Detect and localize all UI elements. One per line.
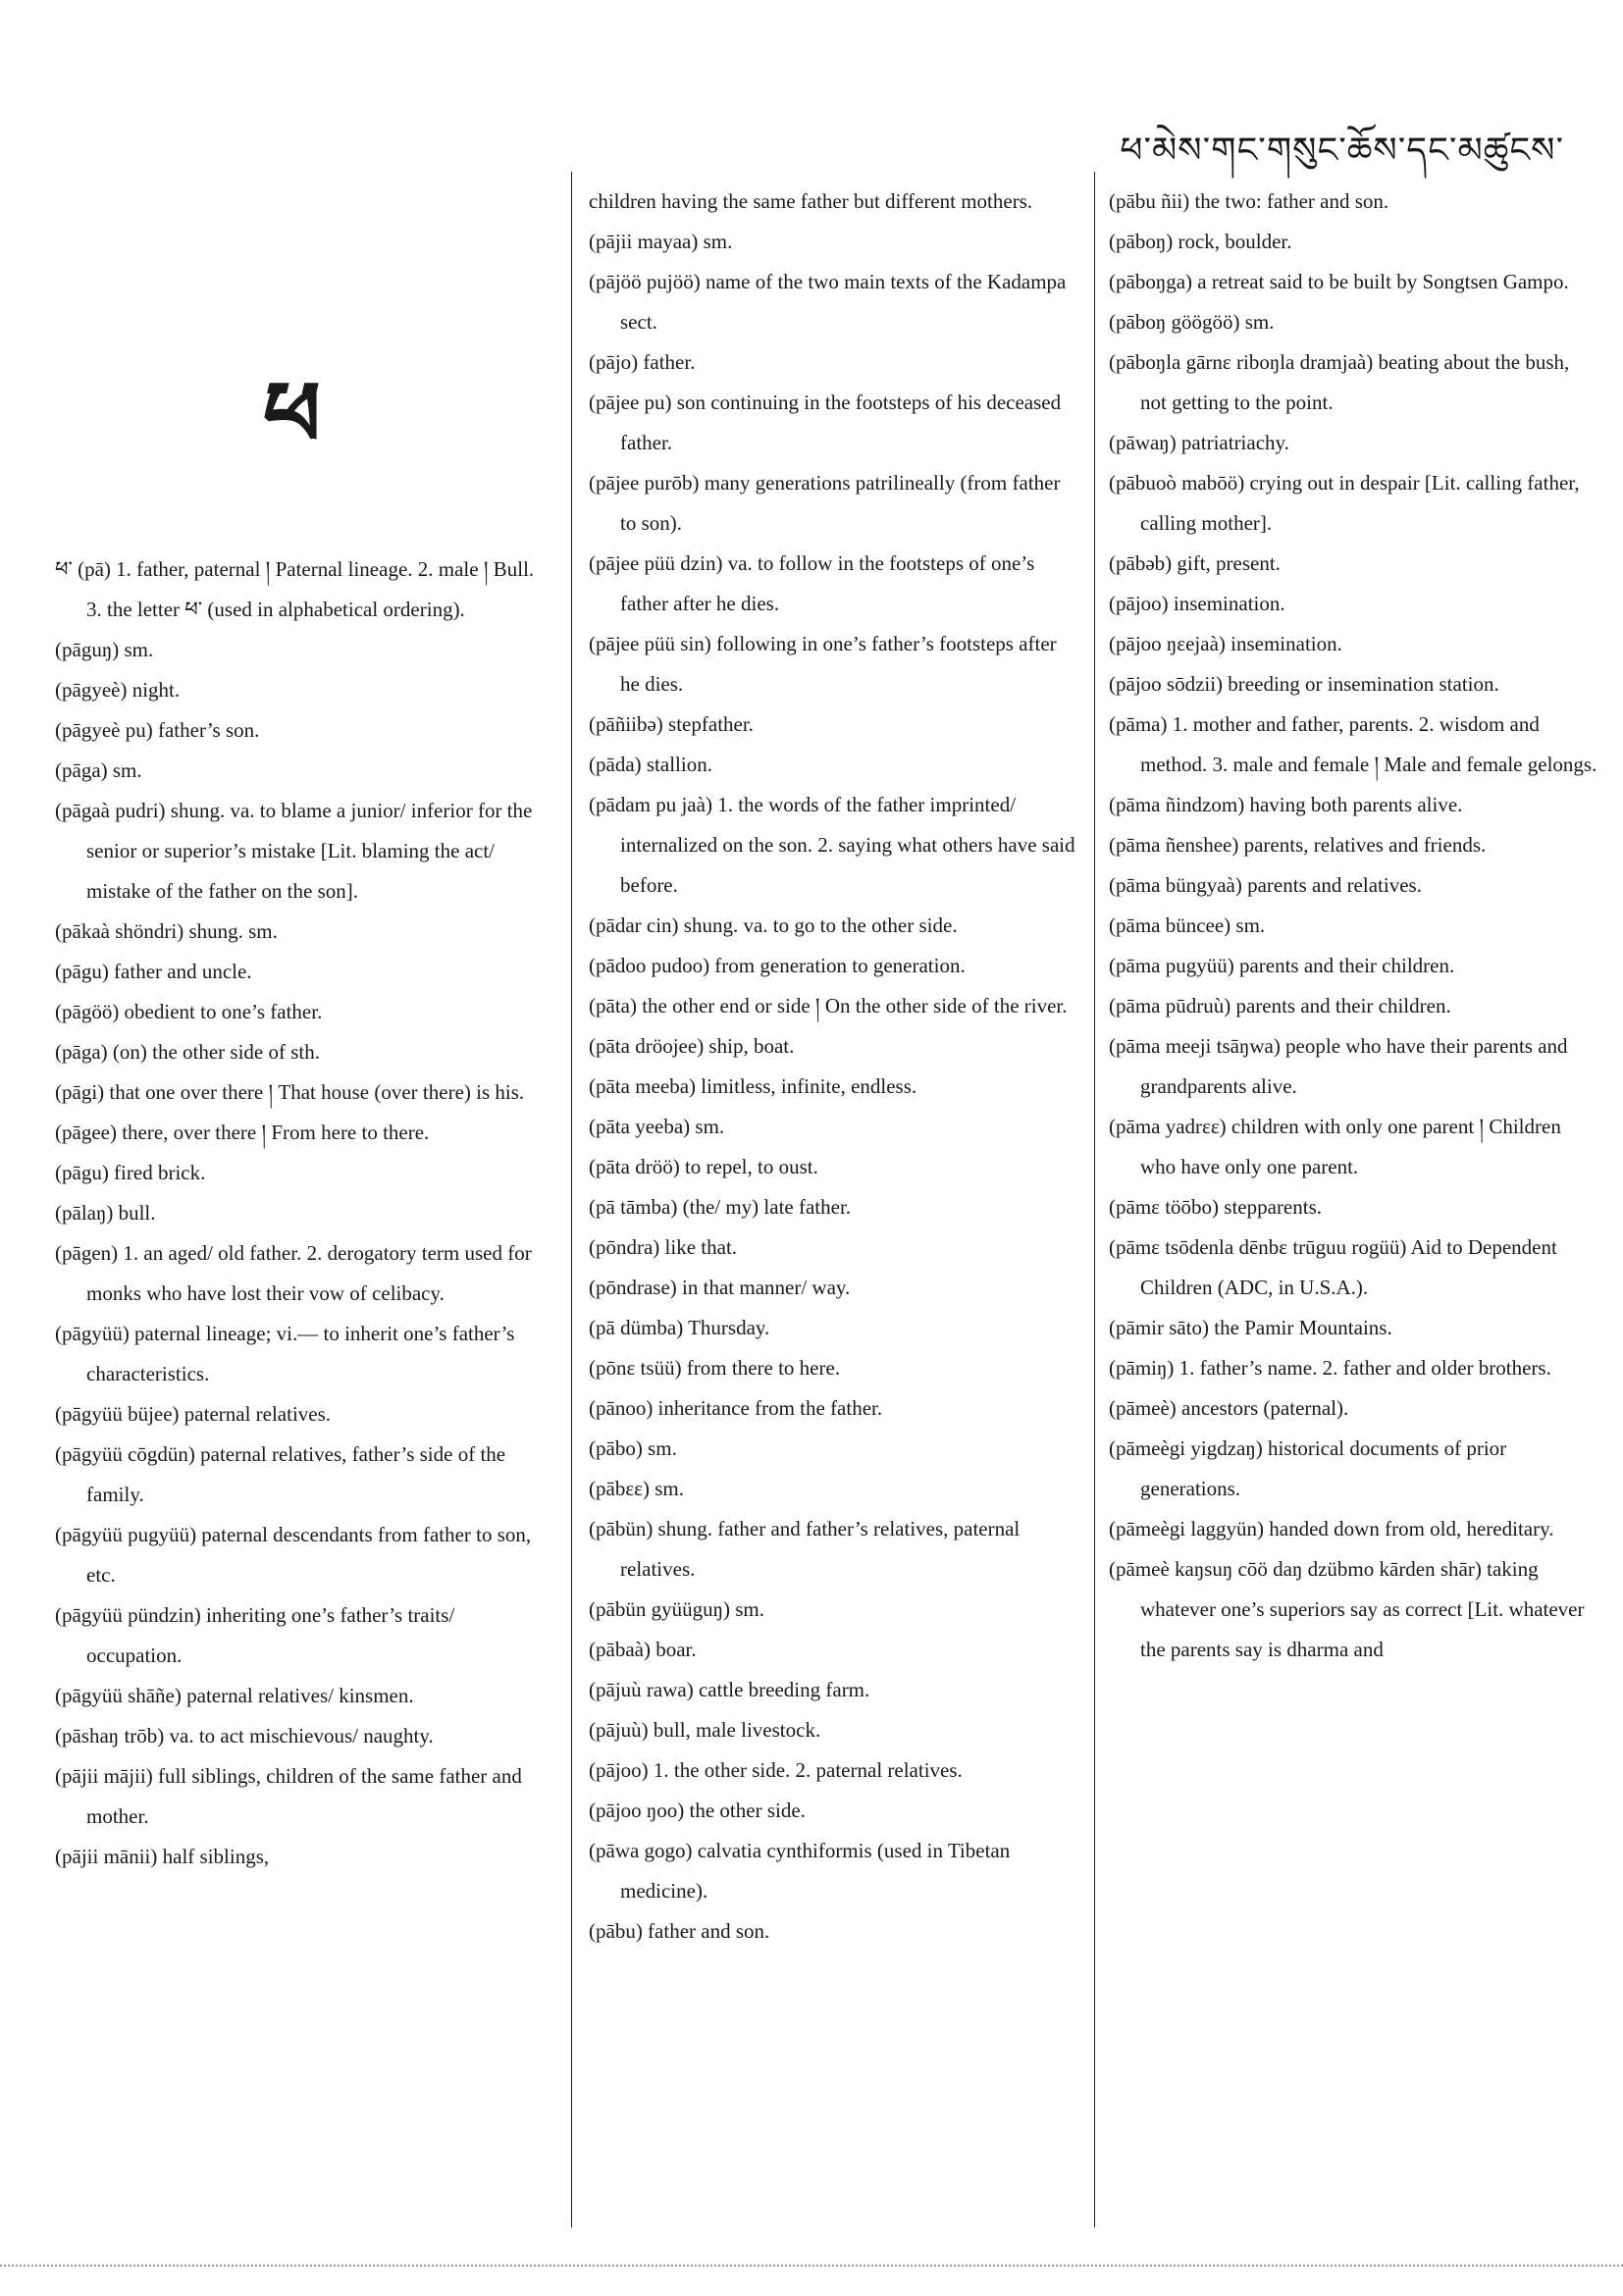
section-letter: ཕ xyxy=(263,365,321,465)
dictionary-entry: (pāta dröö) to repel, to oust. xyxy=(589,1155,818,1178)
dictionary-entry: (pāboŋ göögöö) sm. xyxy=(1109,310,1275,334)
column-3 xyxy=(1109,182,1599,1670)
dictionary-entry: ཕ་ (pā) 1. father, paternal ། Paternal lineage. 2. male ། Bull. 3. the letter ཕ་ (used in alphabetical ordering). xyxy=(55,557,535,621)
dictionary-entry: (pājuù) bull, male livestock. xyxy=(589,1718,821,1742)
dictionary-entry: (pājoo) 1. the other side. 2. paternal relatives. xyxy=(589,1758,963,1782)
dictionary-entry: (pōndra) like that. xyxy=(589,1235,738,1259)
dictionary-entry: (pāma ñenshee) parents, relatives and friends. xyxy=(1109,833,1487,857)
column-2 xyxy=(589,182,1079,1952)
dictionary-entry: (pājii mānii) half siblings, xyxy=(55,1845,270,1868)
dictionary-entry: (pāgyüü shāñe) paternal relatives/ kinsmen. xyxy=(55,1684,414,1707)
dictionary-entry: (pājuù rawa) cattle breeding farm. xyxy=(589,1678,870,1701)
dictionary-entry: (pāma ñindzom) having both parents alive. xyxy=(1109,793,1463,816)
dictionary-entry: (pāgyüü pugyüü) paternal descendants from father to son, etc. xyxy=(55,1523,532,1587)
dictionary-entry: (pāmeègi laggyün) handed down from old, hereditary. xyxy=(1109,1517,1554,1540)
dictionary-entry: (pājee purōb) many generations patrilineally (from father to son). xyxy=(589,471,1061,535)
dictionary-entry: (pāga) sm. xyxy=(55,758,142,782)
dictionary-entry: (pāgyüü büjee) paternal relatives. xyxy=(55,1402,332,1426)
dictionary-entry: (pāma yadrεε) children with only one parent ། Children who have only one parent. xyxy=(1109,1115,1561,1178)
dictionary-entry: (pāmε tsōdenla dēnbε trūguu rogüü) Aid to Dependent Children (ADC, in U.S.A.). xyxy=(1109,1235,1557,1299)
dictionary-entry: (pābεε) sm. xyxy=(589,1477,684,1500)
column-divider xyxy=(571,172,572,2227)
dictionary-entry: (pāga) (on) the other side of sth. xyxy=(55,1040,320,1064)
dictionary-entry: (pādam pu jaà) 1. the words of the father imprinted/ internalized on the son. 2. saying what others have said before. xyxy=(589,793,1075,897)
dictionary-entry: (pājoo ŋεejaà) insemination. xyxy=(1109,632,1342,655)
dictionary-entry: (pāmir sāto) the Pamir Mountains. xyxy=(1109,1316,1392,1339)
dictionary-entry: (pāguŋ) sm. xyxy=(55,638,154,661)
dictionary-entry: (pājoo) insemination. xyxy=(1109,592,1285,615)
dictionary-entry: (pāma) 1. mother and father, parents. 2. wisdom and method. 3. male and female ། Male and female gelongs. xyxy=(1109,712,1597,776)
dictionary-entry: (pājee pu) son continuing in the footsteps of his deceased father. xyxy=(589,391,1062,454)
dictionary-entry: (pājöö pujöö) name of the two main texts of the Kadampa sect. xyxy=(589,270,1067,334)
dictionary-entry: (pāma pūdruù) parents and their children. xyxy=(1109,994,1451,1018)
dictionary-entry: children having the same father but different mothers. xyxy=(589,189,1033,213)
dictionary-entry: (pāgen) 1. an aged/ old father. 2. derogatory term used for monks who have lost their vow of celibacy. xyxy=(55,1241,532,1305)
dictionary-entry: (pāma büngyaà) parents and relatives. xyxy=(1109,873,1422,897)
dictionary-entry: (pājee püü sin) following in one’s father’s footsteps after he dies. xyxy=(589,632,1057,696)
dictionary-entry: (pāta yeeba) sm. xyxy=(589,1115,725,1138)
dictionary-entry: (pāwaŋ) patriatriachy. xyxy=(1109,431,1289,454)
dictionary-entry: (pāta dröojee) ship, boat. xyxy=(589,1034,795,1058)
dictionary-entry: (pāgyeè pu) father’s son. xyxy=(55,718,260,742)
dictionary-entry: (pābün) shung. father and father’s relatives, paternal relatives. xyxy=(589,1517,1021,1581)
running-head: ཕ་མེས་གང་གསུང་ཆོས་དང་མཚུངས་ xyxy=(1120,130,1564,170)
dictionary-entry: (pājoo sōdzii) breeding or insemination station. xyxy=(1109,672,1499,696)
dictionary-entry: (pābuoò mabōö) crying out in despair [Lit. calling father, calling mother]. xyxy=(1109,471,1580,535)
dictionary-entry: (pājoo ŋoo) the other side. xyxy=(589,1799,806,1822)
dictionary-entry: (pāmeè) ancestors (paternal). xyxy=(1109,1396,1349,1420)
dictionary-entry: (pāda) stallion. xyxy=(589,753,712,776)
dictionary-entry: (pābaà) boar. xyxy=(589,1638,697,1661)
dictionary-entry: (pāboŋ) rock, boulder. xyxy=(1109,230,1292,253)
dictionary-entry: (pāma meeji tsāŋwa) people who have their parents and grandparents alive. xyxy=(1109,1034,1568,1098)
dictionary-entry: (pāma büncee) sm. xyxy=(1109,913,1266,937)
dictionary-entry: (pābün gyüüguŋ) sm. xyxy=(589,1597,764,1621)
dictionary-entry: (pājii mājii) full siblings, children of the same father and mother. xyxy=(55,1764,522,1828)
dictionary-entry: (pāgee) there, over there ། From here to there. xyxy=(55,1121,430,1144)
dictionary-entry: (pāgyeè) night. xyxy=(55,678,181,702)
dictionary-entry: (pākaà shöndri) shung. sm. xyxy=(55,919,278,943)
dictionary-entry: (pābəb) gift, present. xyxy=(1109,551,1281,575)
dictionary-entry: (pāta meeba) limitless, infinite, endless. xyxy=(589,1074,917,1098)
footer-rule xyxy=(0,2265,1623,2269)
dictionary-entry: (pādar cin) shung. va. to go to the other side. xyxy=(589,913,958,937)
dictionary-entry: (pāgyüü) paternal lineage; vi.— to inherit one’s father’s characteristics. xyxy=(55,1322,515,1385)
dictionary-entry: (pāgöö) obedient to one’s father. xyxy=(55,1000,323,1023)
dictionary-entry: (pōndrase) in that manner/ way. xyxy=(589,1276,851,1299)
dictionary-entry: (pālaŋ) bull. xyxy=(55,1201,156,1225)
dictionary-entry: (pājee püü dzin) va. to follow in the footsteps of one’s father after he dies. xyxy=(589,551,1035,615)
dictionary-entry: (pāwa gogo) calvatia cynthiformis (used in Tibetan medicine). xyxy=(589,1839,1011,1903)
dictionary-entry: (pāñiibə) stepfather. xyxy=(589,712,754,736)
dictionary-entry: (pābo) sm. xyxy=(589,1436,677,1460)
dictionary-entry: (pā tāmba) (the/ my) late father. xyxy=(589,1195,852,1219)
dictionary-entry: (pāshaŋ trōb) va. to act mischievous/ naughty. xyxy=(55,1724,434,1748)
dictionary-entry: (pāgi) that one over there ། That house (over there) is his. xyxy=(55,1080,525,1104)
dictionary-entry: (pādoo pudoo) from generation to generation. xyxy=(589,954,966,977)
dictionary-entry: (pājii mayaa) sm. xyxy=(589,230,733,253)
dictionary-entry: (pāgu) fired brick. xyxy=(55,1161,206,1184)
dictionary-entry: (pāmeègi yigdzaŋ) historical documents of prior generations. xyxy=(1109,1436,1507,1500)
dictionary-entry: (pājo) father. xyxy=(589,350,696,374)
dictionary-entry: (pāgyüü cōgdün) paternal relatives, father’s side of the family. xyxy=(55,1442,506,1506)
dictionary-entry: (pāboŋla gārnε riboŋla dramjaà) beating about the bush, not getting to the point. xyxy=(1109,350,1570,414)
dictionary-entry: (pāgu) father and uncle. xyxy=(55,960,252,983)
dictionary-entry: (pānoo) inheritance from the father. xyxy=(589,1396,883,1420)
dictionary-entry: (pā dümba) Thursday. xyxy=(589,1316,770,1339)
dictionary-entry: (pāta) the other end or side ། On the other side of the river. xyxy=(589,994,1068,1018)
dictionary-entry: (pābu ñii) the two: father and son. xyxy=(1109,189,1389,213)
dictionary-entry: (pāma pugyüü) parents and their children. xyxy=(1109,954,1455,977)
dictionary-entry: (pāgyüü pündzin) inheriting one’s father’s traits/ occupation. xyxy=(55,1603,455,1667)
dictionary-entry: (pāboŋga) a retreat said to be built by Songtsen Gampo. xyxy=(1109,270,1569,293)
dictionary-entry: (pāmeè kaŋsuŋ cōö daŋ dzübmo kārden shār) taking whatever one’s superiors say as correct [Lit. whatever the parents say is dharma and xyxy=(1109,1557,1585,1661)
dictionary-entry: (pāmiŋ) 1. father’s name. 2. father and older brothers. xyxy=(1109,1356,1551,1380)
column-divider xyxy=(1094,172,1095,2227)
dictionary-entry: (pābu) father and son. xyxy=(589,1919,770,1943)
dictionary-entry: (pōnε tsüü) from there to here. xyxy=(589,1356,841,1380)
column-1 xyxy=(55,549,546,1877)
dictionary-entry: (pāgaà pudri) shung. va. to blame a junior/ inferior for the senior or superior’s mistake [Lit. blaming the act/ mistake of the father on the son]. xyxy=(55,799,533,903)
dictionary-entry: (pāmε töōbo) stepparents. xyxy=(1109,1195,1323,1219)
